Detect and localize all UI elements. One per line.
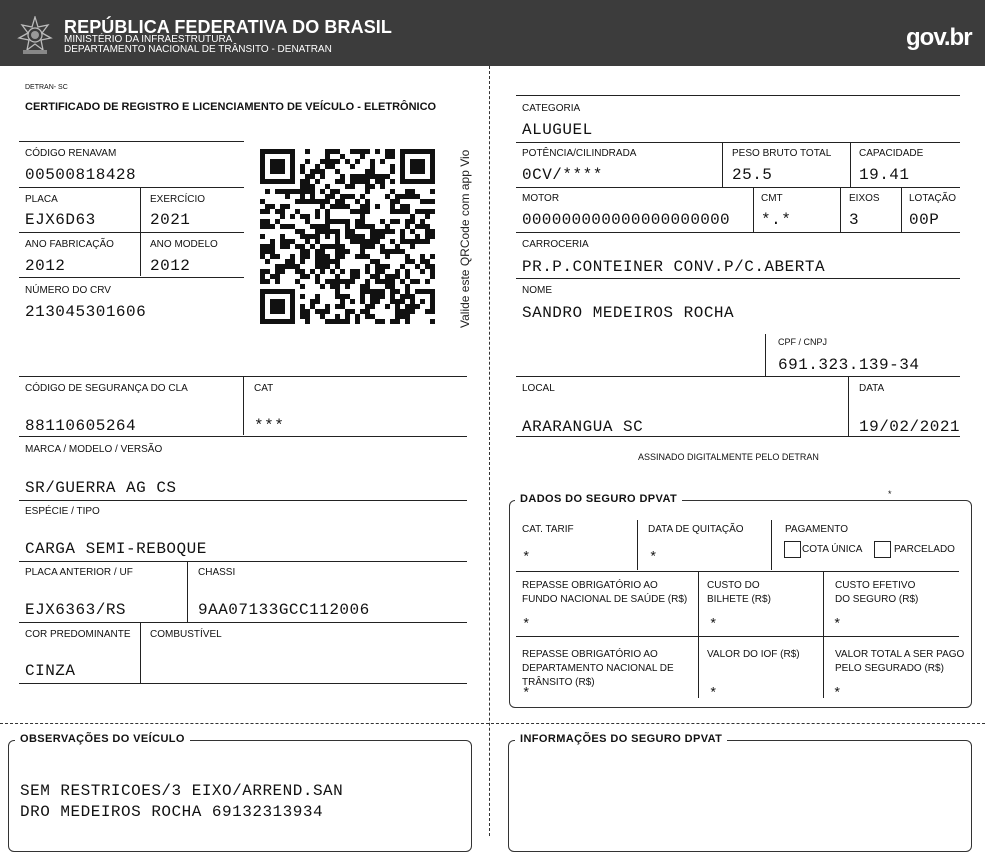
rule — [19, 561, 467, 562]
cmt-value: *.* — [761, 211, 792, 229]
custo-bilhete-label-2: BILHETE (R$) — [707, 594, 771, 605]
motor-value: 000000000000000000000 — [522, 211, 730, 229]
codigo-seguranca-value: 88110605264 — [25, 417, 137, 435]
valor-iof-value: * — [709, 686, 718, 702]
observacoes-line-2: DRO MEDEIROS ROCHA 69132313934 — [20, 803, 324, 821]
signed-note: ASSINADO DIGITALMENTE PELO DETRAN — [638, 452, 819, 462]
observacoes-legend: OBSERVAÇÕES DO VEÍCULO — [15, 733, 190, 745]
rule — [516, 187, 960, 188]
eixos-value: 3 — [849, 211, 860, 229]
codigo-seguranca-label: CÓDIGO DE SEGURANÇA DO CLA — [25, 383, 188, 394]
ano-fabricacao-value: 2012 — [25, 257, 66, 275]
valor-total-label-2: PELO SEGURADO (R$) — [835, 663, 944, 674]
crv-label: NÚMERO DO CRV — [25, 285, 111, 296]
exercicio-label: EXERCÍCIO — [150, 194, 206, 205]
qr-caption: Valide este QRCode com app Vio — [458, 149, 472, 328]
parcelado-checkbox[interactable] — [874, 541, 891, 558]
rule — [516, 571, 959, 572]
observacoes-line-1: SEM RESTRICOES/3 EIXO/ARREND.SAN — [20, 782, 344, 800]
repasse-transito-value: * — [522, 686, 531, 702]
marca-value: SR/GUERRA AG CS — [25, 479, 177, 497]
cat-value: *** — [254, 417, 285, 435]
carroceria-value: PR.P.CONTEINER CONV.P/C.ABERTA — [522, 258, 826, 276]
categoria-label: CATEGORIA — [522, 103, 581, 114]
renavam-value: 00500818428 — [25, 166, 137, 184]
marca-label: MARCA / MODELO / VERSÃO — [25, 444, 163, 455]
data-quitacao-value: * — [649, 550, 658, 566]
valor-iof-label: VALOR DO IOF (R$) — [707, 649, 800, 660]
custo-bilhete-label-1: CUSTO DO — [707, 580, 760, 591]
info-dpvat-box — [508, 740, 972, 852]
data-quitacao-label: DATA DE QUITAÇÃO — [648, 524, 744, 535]
potencia-label: POTÊNCIA/CILINDRADA — [522, 148, 637, 159]
rule — [19, 232, 244, 233]
rule — [698, 572, 699, 698]
cmt-label: CMT — [761, 193, 783, 204]
rule — [848, 377, 849, 436]
custo-efetivo-label-2: DO SEGURO (R$) — [835, 594, 919, 605]
peso-bruto-label: PESO BRUTO TOTAL — [732, 148, 832, 159]
rule — [19, 141, 244, 142]
lotacao-value: 00P — [909, 211, 940, 229]
parcelado-label: PARCELADO — [894, 544, 955, 555]
nome-value: SANDRO MEDEIROS ROCHA — [522, 304, 735, 322]
cota-unica-label: COTA ÚNICA — [802, 544, 863, 555]
repasse-saude-label-2: FUNDO NACIONAL DE SAÚDE (R$) — [522, 594, 688, 605]
rule — [753, 188, 754, 232]
rule — [516, 232, 960, 233]
categoria-value: ALUGUEL — [522, 121, 593, 139]
rule — [516, 142, 960, 143]
local-value: ARARANGUA SC — [522, 418, 644, 436]
capacidade-value: 19.41 — [859, 166, 910, 184]
local-label: LOCAL — [522, 383, 555, 394]
rule — [840, 188, 841, 232]
ano-fabricacao-label: ANO FABRICAÇÃO — [25, 239, 114, 250]
peso-bruto-value: 25.5 — [732, 166, 773, 184]
cpf-label: CPF / CNPJ — [778, 337, 828, 347]
carroceria-label: CARROCERIA — [522, 239, 589, 250]
data-label: DATA — [859, 383, 885, 394]
cpf-value: 691.323.139-34 — [778, 356, 920, 374]
potencia-value: 0CV/**** — [522, 166, 603, 184]
motor-label: MOTOR — [522, 193, 560, 204]
govbr-logo[interactable]: gov.br — [906, 24, 972, 51]
eixos-label: EIXOS — [849, 193, 880, 204]
rule — [19, 622, 467, 623]
valor-total-value: * — [833, 686, 842, 702]
country-name: REPÚBLICA FEDERATIVA DO BRASIL — [64, 17, 393, 37]
repasse-transito-label-3: TRÂNSITO (R$) — [522, 677, 595, 688]
cat-tarif-label: CAT. TARIF — [522, 524, 574, 535]
brasil-coat-of-arms-icon — [17, 16, 53, 56]
custo-efetivo-value: * — [833, 617, 842, 633]
placa-anterior-value: EJX6363/RS — [25, 601, 127, 619]
rule — [771, 520, 772, 570]
rule — [516, 436, 960, 437]
repasse-transito-label-2: DEPARTAMENTO NACIONAL DE — [522, 663, 674, 674]
rule — [850, 143, 851, 187]
rule — [19, 277, 244, 278]
custo-bilhete-value: * — [709, 617, 718, 633]
combustivel-label: COMBUSTÍVEL — [150, 629, 222, 640]
qr-code[interactable] — [260, 149, 435, 324]
cat-tarif-value: * — [522, 550, 531, 566]
vertical-cut-line — [489, 66, 490, 836]
chassi-label: CHASSI — [198, 567, 236, 578]
rule — [637, 520, 638, 570]
valor-total-label-1: VALOR TOTAL A SER PAGO — [835, 649, 965, 660]
crv-value: 213045301606 — [25, 303, 147, 321]
rule — [516, 376, 960, 377]
repasse-saude-label-1: REPASSE OBRIGATÓRIO AO — [522, 580, 658, 591]
custo-efetivo-label-1: CUSTO EFETIVO — [835, 580, 916, 591]
rule — [19, 436, 467, 437]
renavam-label: CÓDIGO RENAVAM — [25, 148, 117, 159]
capacidade-label: CAPACIDADE — [859, 148, 924, 159]
rule — [516, 636, 959, 637]
info-dpvat-legend: INFORMAÇÕES DO SEGURO DPVAT — [515, 733, 727, 745]
rule — [901, 188, 902, 232]
rule — [140, 623, 141, 683]
placa-value: EJX6D63 — [25, 211, 96, 229]
cor-label: COR PREDOMINANTE — [25, 629, 131, 640]
agency-label: DETRAN- SC — [25, 84, 68, 91]
nome-label: NOME — [522, 285, 552, 296]
repasse-saude-value: * — [522, 617, 531, 633]
lotacao-label: LOTAÇÃO — [909, 193, 957, 204]
placa-label: PLACA — [25, 194, 58, 205]
dpvat-corner-mark: * — [888, 489, 892, 499]
especie-value: CARGA SEMI-REBOQUE — [25, 540, 207, 558]
department-name: DEPARTAMENTO NACIONAL DE TRÂNSITO - DENATRAN — [64, 44, 332, 55]
ano-modelo-label: ANO MODELO — [150, 239, 218, 250]
rule — [187, 562, 188, 622]
rule — [19, 500, 467, 501]
especie-label: ESPÉCIE / TIPO — [25, 506, 100, 517]
exercicio-value: 2021 — [150, 211, 191, 229]
ano-modelo-value: 2012 — [150, 257, 191, 275]
rule — [19, 187, 244, 188]
horizontal-cut-line — [0, 723, 985, 724]
cota-unica-checkbox[interactable] — [784, 541, 801, 558]
repasse-transito-label-1: REPASSE OBRIGATÓRIO AO — [522, 649, 658, 660]
rule — [243, 377, 244, 435]
rule — [516, 95, 960, 96]
rule — [516, 278, 960, 279]
rule — [722, 143, 723, 187]
cat-label: CAT — [254, 383, 274, 394]
rule — [765, 334, 766, 376]
ministry-name: MINISTÉRIO DA INFRAESTRUTURA — [64, 34, 233, 45]
document-title: CERTIFICADO DE REGISTRO E LICENCIAMENTO DE VEÍCULO - ELETRÔNICO — [25, 101, 437, 113]
placa-anterior-label: PLACA ANTERIOR / UF — [25, 567, 133, 578]
pagamento-label: PAGAMENTO — [785, 524, 848, 535]
dpvat-legend: DADOS DO SEGURO DPVAT — [515, 493, 682, 505]
data-value: 19/02/2021 — [859, 418, 961, 436]
chassi-value: 9AA07133GCC112006 — [198, 601, 370, 619]
rule — [823, 572, 824, 698]
cor-value: CINZA — [25, 662, 76, 680]
rule — [19, 683, 467, 684]
